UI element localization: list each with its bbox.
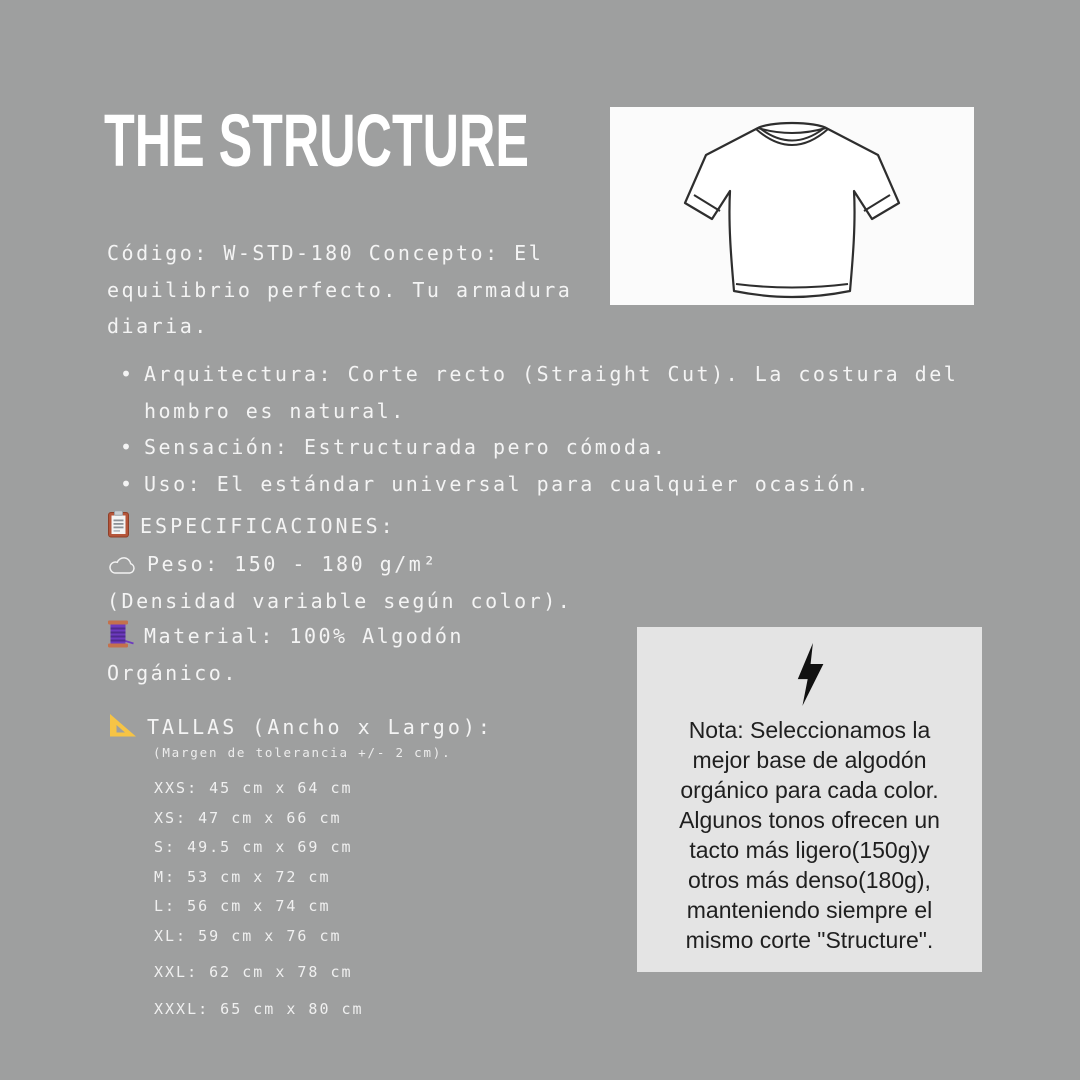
size-row: XXL: 62 cm x 78 cm (154, 963, 353, 981)
note-panel (637, 627, 982, 972)
size-row: S: 49.5 cm x 69 cm (154, 838, 353, 856)
intro-paragraph: Código: W-STD-180 Concepto: El equilibrio perfecto. Tu armadura diaria. (107, 241, 573, 338)
list-item: • Arquitectura: Corte recto (Straight Cut). La costura del hombro es natural. (120, 356, 1010, 429)
tolerance-note: (Margen de tolerancia +/- 2 cm). (153, 745, 452, 760)
size-row: XL: 59 cm x 76 cm (154, 926, 342, 945)
tshirt-line-drawing-icon (610, 107, 974, 305)
feature-list (120, 356, 1010, 502)
list-item: • Uso: El estándar universal para cualquier ocasión. (120, 466, 1010, 503)
page-title: THE STRUCTURE (104, 99, 529, 182)
lightning-bolt-icon (793, 643, 827, 707)
spec-material (107, 618, 567, 691)
size-row: XS: 47 cm x 66 cm (154, 808, 342, 827)
size-table (154, 774, 364, 1024)
triangle-ruler-icon (107, 711, 137, 739)
note-text: Nota: Seleccionamos la mejor base de algodón orgánico para cada color. Algunos tonos ofrecen un tacto más ligero(150g)y otros más denso(180g), manteniendo siempre el mismo corte "Structure". (679, 717, 940, 953)
specs-heading (107, 508, 396, 545)
tshirt-image-panel (610, 107, 974, 305)
specs-heading-label: ESPECIFICACIONES: (140, 514, 396, 538)
thread-spool-icon (107, 620, 134, 648)
clipboard-icon (107, 510, 130, 538)
size-row: L: 56 cm x 74 cm (154, 897, 331, 915)
sizes-heading-label: TALLAS (Ancho x Largo): (147, 715, 493, 739)
size-row: XXXL: 65 cm x 80 cm (154, 999, 364, 1018)
spec-material-text: Material: 100% Algodón Orgánico. (107, 624, 464, 685)
spec-weight-text: Peso: 150 - 180 g/m² (Densidad variable según color). (107, 552, 573, 613)
list-item: • Sensación: Estructurada pero cómoda. (120, 429, 1010, 466)
spec-weight (107, 546, 577, 619)
sizes-heading (107, 710, 493, 744)
size-row: XXS: 45 cm x 64 cm (154, 779, 353, 797)
cloud-icon (107, 554, 137, 576)
size-row: M: 53 cm x 72 cm (154, 867, 331, 886)
